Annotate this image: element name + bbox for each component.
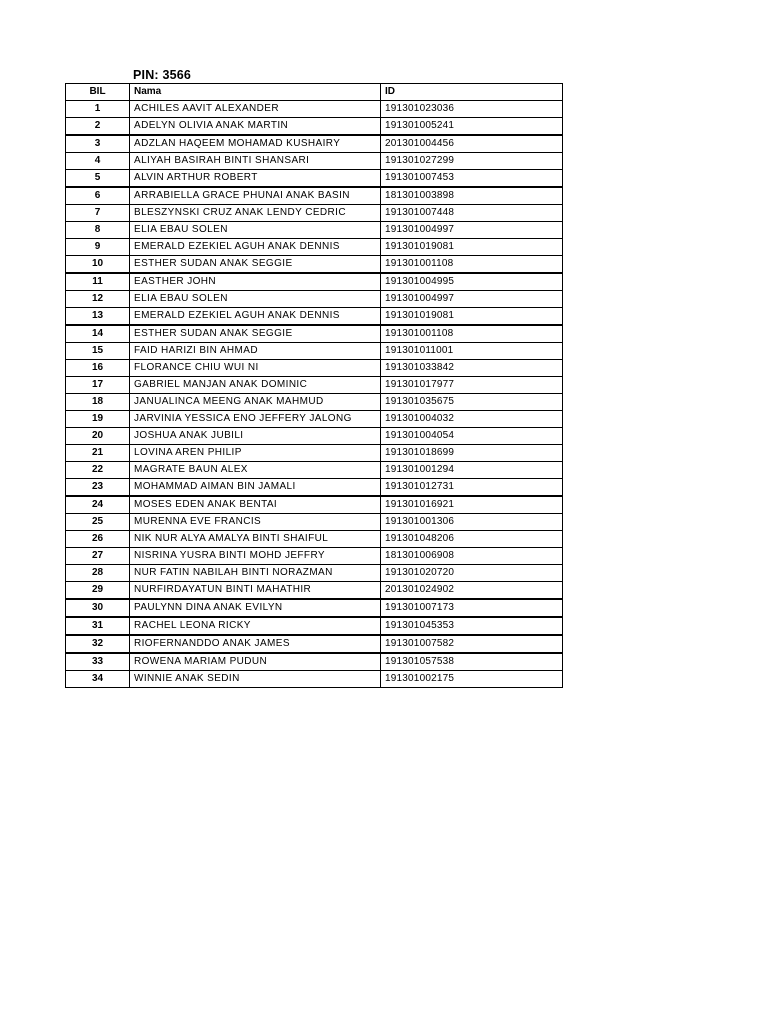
table-row [66, 531, 563, 548]
bil-cell: 20 [66, 428, 130, 445]
bil-cell: 32 [66, 635, 130, 653]
id-cell: 191301004054 [381, 428, 563, 445]
id-cell: 191301048206 [381, 531, 563, 548]
bil-cell: 18 [66, 394, 130, 411]
id-cell: 191301001306 [381, 514, 563, 531]
id-cell: 191301007173 [381, 599, 563, 617]
id-cell: 191301011001 [381, 343, 563, 360]
nama-cell: MAGRATE BAUN ALEX [130, 462, 381, 479]
id-cell: 191301018699 [381, 445, 563, 462]
nama-cell: ALVIN ARTHUR ROBERT [130, 170, 381, 188]
table-row [66, 135, 563, 153]
table-row [66, 582, 563, 600]
nama-cell: ADELYN OLIVIA ANAK MARTIN [130, 118, 381, 136]
bil-cell: 31 [66, 617, 130, 635]
nama-cell: RIOFERNANDDO ANAK JAMES [130, 635, 381, 653]
id-cell: 181301006908 [381, 548, 563, 565]
bil-cell: 14 [66, 325, 130, 343]
id-cell: 191301007582 [381, 635, 563, 653]
nama-cell: EMERALD EZEKIEL AGUH ANAK DENNIS [130, 239, 381, 256]
bil-cell: 24 [66, 496, 130, 514]
bil-cell: 4 [66, 153, 130, 170]
bil-cell: 15 [66, 343, 130, 360]
table-row [66, 671, 563, 688]
id-cell: 201301004456 [381, 135, 563, 153]
nama-cell: BLESZYNSKI CRUZ ANAK LENDY CEDRIC [130, 205, 381, 222]
nama-cell: JANUALINCA MEENG ANAK MAHMUD [130, 394, 381, 411]
table-row [66, 360, 563, 377]
nama-cell: ESTHER SUDAN ANAK SEGGIE [130, 256, 381, 274]
id-cell: 191301023036 [381, 101, 563, 118]
id-cell: 191301004995 [381, 273, 563, 291]
table-row [66, 394, 563, 411]
table-row [66, 325, 563, 343]
table-row [66, 239, 563, 256]
bil-cell: 26 [66, 531, 130, 548]
nama-cell: RACHEL LEONA RICKY [130, 617, 381, 635]
table-header-row [66, 84, 563, 101]
id-cell: 191301019081 [381, 239, 563, 256]
bil-cell: 34 [66, 671, 130, 688]
id-cell: 191301035675 [381, 394, 563, 411]
table-row [66, 308, 563, 326]
nama-cell: GABRIEL MANJAN ANAK DOMINIC [130, 377, 381, 394]
nama-cell: LOVINA AREN PHILIP [130, 445, 381, 462]
nama-cell: ACHILES AAVIT ALEXANDER [130, 101, 381, 118]
table-row [66, 205, 563, 222]
table-row [66, 565, 563, 582]
nama-cell: ELIA EBAU SOLEN [130, 291, 381, 308]
bil-cell: 23 [66, 479, 130, 497]
id-cell: 191301001108 [381, 325, 563, 343]
column-header-nama: Nama [130, 84, 381, 101]
nama-cell: MURENNA EVE FRANCIS [130, 514, 381, 531]
table-row [66, 170, 563, 188]
id-cell: 191301007453 [381, 170, 563, 188]
table-row [66, 411, 563, 428]
table-row [66, 343, 563, 360]
nama-cell: NUR FATIN NABILAH BINTI NORAZMAN [130, 565, 381, 582]
bil-cell: 17 [66, 377, 130, 394]
table-row [66, 377, 563, 394]
bil-cell: 2 [66, 118, 130, 136]
nama-cell: ALIYAH BASIRAH BINTI SHANSARI [130, 153, 381, 170]
bil-cell: 19 [66, 411, 130, 428]
bil-cell: 29 [66, 582, 130, 600]
table-row [66, 256, 563, 274]
bil-cell: 25 [66, 514, 130, 531]
table-row [66, 635, 563, 653]
table-row [66, 273, 563, 291]
id-cell: 191301033842 [381, 360, 563, 377]
bil-cell: 22 [66, 462, 130, 479]
bil-cell: 8 [66, 222, 130, 239]
bil-cell: 33 [66, 653, 130, 671]
nama-cell: ESTHER SUDAN ANAK SEGGIE [130, 325, 381, 343]
nama-cell: NIK NUR ALYA AMALYA BINTI SHAIFUL [130, 531, 381, 548]
id-cell: 191301020720 [381, 565, 563, 582]
bil-cell: 27 [66, 548, 130, 565]
id-cell: 191301004032 [381, 411, 563, 428]
id-cell: 181301003898 [381, 187, 563, 205]
bil-cell: 28 [66, 565, 130, 582]
bil-cell: 1 [66, 101, 130, 118]
table-row [66, 653, 563, 671]
nama-cell: JARVINIA YESSICA ENO JEFFERY JALONG [130, 411, 381, 428]
nama-cell: ROWENA MARIAM PUDUN [130, 653, 381, 671]
nama-cell: FLORANCE CHIU WUI NI [130, 360, 381, 377]
table-row [66, 462, 563, 479]
student-roster-table [65, 83, 563, 688]
table-row [66, 479, 563, 497]
id-cell: 191301004997 [381, 222, 563, 239]
table-row [66, 118, 563, 136]
id-cell: 191301004997 [381, 291, 563, 308]
nama-cell: MOSES EDEN ANAK BENTAI [130, 496, 381, 514]
table-row [66, 514, 563, 531]
table-row [66, 187, 563, 205]
nama-cell: ARRABIELLA GRACE PHUNAI ANAK BASIN [130, 187, 381, 205]
id-cell: 191301005241 [381, 118, 563, 136]
nama-cell: FAID HARIZI BIN AHMAD [130, 343, 381, 360]
table-row [66, 222, 563, 239]
bil-cell: 5 [66, 170, 130, 188]
id-cell: 191301001108 [381, 256, 563, 274]
nama-cell: MOHAMMAD AIMAN BIN JAMALI [130, 479, 381, 497]
bil-cell: 7 [66, 205, 130, 222]
table-row [66, 599, 563, 617]
bil-cell: 16 [66, 360, 130, 377]
id-cell: 191301002175 [381, 671, 563, 688]
bil-cell: 30 [66, 599, 130, 617]
nama-cell: EASTHER JOHN [130, 273, 381, 291]
id-cell: 191301045353 [381, 617, 563, 635]
table-row [66, 496, 563, 514]
id-cell: 191301027299 [381, 153, 563, 170]
bil-cell: 6 [66, 187, 130, 205]
id-cell: 191301007448 [381, 205, 563, 222]
id-cell: 191301012731 [381, 479, 563, 497]
nama-cell: WINNIE ANAK SEDIN [130, 671, 381, 688]
nama-cell: EMERALD EZEKIEL AGUH ANAK DENNIS [130, 308, 381, 326]
bil-cell: 21 [66, 445, 130, 462]
table-body [66, 101, 563, 688]
table-row [66, 617, 563, 635]
column-header-id: ID [381, 84, 563, 101]
id-cell: 191301017977 [381, 377, 563, 394]
nama-cell: PAULYNN DINA ANAK EVILYN [130, 599, 381, 617]
id-cell: 191301016921 [381, 496, 563, 514]
id-cell: 191301019081 [381, 308, 563, 326]
nama-cell: NISRINA YUSRA BINTI MOHD JEFFRY [130, 548, 381, 565]
nama-cell: JOSHUA ANAK JUBILI [130, 428, 381, 445]
table-row [66, 548, 563, 565]
bil-cell: 3 [66, 135, 130, 153]
nama-cell: ADZLAN HAQEEM MOHAMAD KUSHAIRY [130, 135, 381, 153]
nama-cell: NURFIRDAYATUN BINTI MAHATHIR [130, 582, 381, 600]
bil-cell: 13 [66, 308, 130, 326]
bil-cell: 12 [66, 291, 130, 308]
table-row [66, 445, 563, 462]
table-row [66, 101, 563, 118]
id-cell: 191301057538 [381, 653, 563, 671]
bil-cell: 11 [66, 273, 130, 291]
table-row [66, 291, 563, 308]
table-row [66, 428, 563, 445]
id-cell: 191301001294 [381, 462, 563, 479]
nama-cell: ELIA EBAU SOLEN [130, 222, 381, 239]
column-header-bil: BIL [66, 84, 130, 101]
id-cell: 201301024902 [381, 582, 563, 600]
bil-cell: 10 [66, 256, 130, 274]
bil-cell: 9 [66, 239, 130, 256]
pin-label: PIN: 3566 [133, 68, 192, 82]
table-row [66, 153, 563, 170]
